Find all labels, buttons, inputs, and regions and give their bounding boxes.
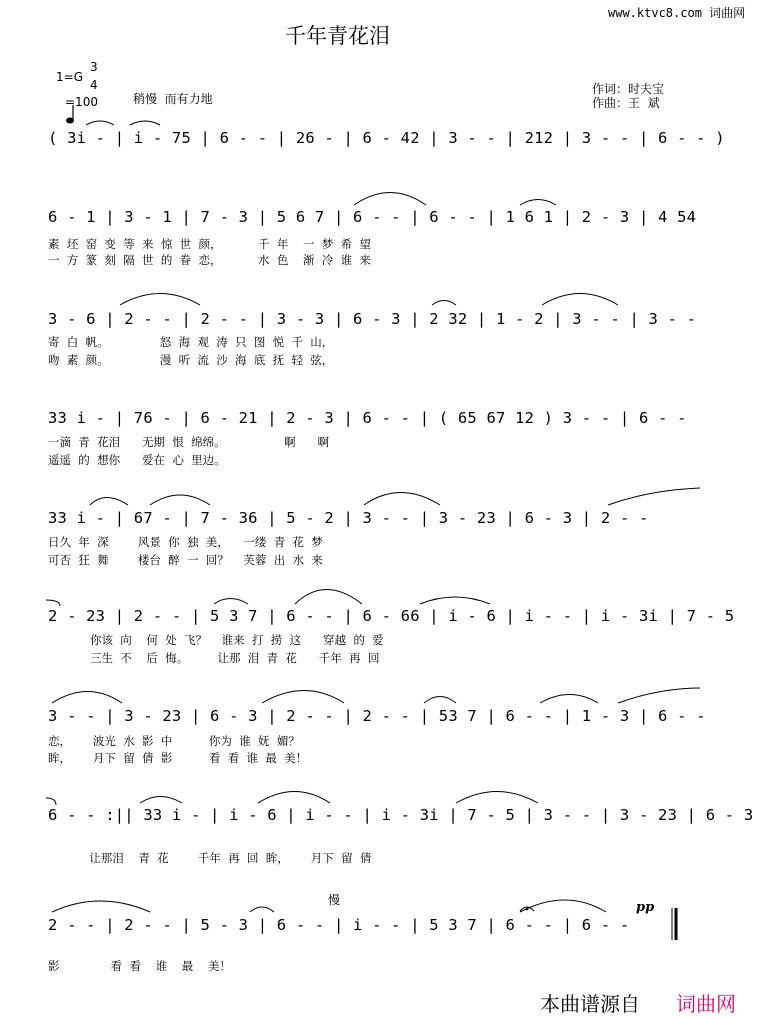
notation-line-5: 33 i - | 67 - | 7 - 36 | 5 - 2 | 3 - - | 3 - 23 | 6 - 3 | 2 - - xyxy=(48,509,649,527)
source-label: 本曲谱源自 xyxy=(540,992,640,1016)
notation-line-3: 3 - 6 | 2 - - | 2 - - | 3 - 3 | 6 - 3 | 2 32 | 1 - 2 | 3 - - | 3 - - xyxy=(48,310,697,328)
composer-credit: 作曲：王 斌 xyxy=(592,96,660,110)
key-signature: 1=G xyxy=(56,70,83,84)
lyrics-line-8: 让那泪 青 花 千年 再 回 眸， 月下 留 倩 xyxy=(60,851,372,865)
notation-line-8: 6 - - :|| 33 i - | i - 6 | i - - | i - 3i | 7 - 5 | 3 - - | 3 - 23 | 6 - 3 xyxy=(48,806,754,824)
tempo-marking: =100 xyxy=(65,95,98,109)
song-title: 千年青花泪 xyxy=(285,24,390,48)
site-watermark[interactable]: www.ktvc8.com 词曲网 xyxy=(608,6,746,20)
notation-line-6: 2 - 23 | 2 - - | 5 3 7 | 6 - - | 6 - 66 | i - 6 | i - - | i - 3i | 7 - 5 xyxy=(48,607,735,625)
source-site-link[interactable]: 词曲网 xyxy=(676,992,736,1016)
notation-line-1: ( 3i - | i - 75 | 6 - - | 26 - | 6 - 42 | 3 - - | 212 | 3 - - | 6 - - ) xyxy=(48,129,725,147)
lyrics-line-4-verse-1: 一滴 青 花泪 无期 恨 绵绵。 啊 啊 xyxy=(48,435,330,449)
lyrics-line-2-verse-2: 一 方 篆 刻 隔 世 的 眷 恋， 水 色 渐 冷 谁 来 xyxy=(48,253,371,267)
time-signature-bottom: 4 xyxy=(90,78,98,92)
notation-line-7: 3 - - | 3 - 23 | 6 - 3 | 2 - - | 2 - - | 53 7 | 6 - - | 1 - 3 | 6 - - xyxy=(48,707,706,725)
lyrics-line-3-verse-1: 寄 白 帆。 怒 海 观 涛 只 图 悦 千 山， xyxy=(48,335,334,349)
notation-line-9: 2 - - | 2 - - | 5 - 3 | 6 - - | i - - | 5 3 7 | 6 - - | 6 - - xyxy=(48,916,630,934)
expression-marking: 稍慢 而有力地 xyxy=(133,92,213,106)
lyrics-line-7-verse-2: 眸， 月下 留 倩 影 看 看 谁 最 美！ xyxy=(48,751,308,765)
dynamics-marking: pp xyxy=(636,900,655,915)
notation-line-4: 33 i - | 76 - | 6 - 21 | 2 - 3 | 6 - - | ( 65 67 12 ) 3 - - | 6 - - xyxy=(48,409,687,427)
notation-line-2: 6 - 1 | 3 - 1 | 7 - 3 | 5 6 7 | 6 - - | 6 - - | 1 6 1 | 2 - 3 | 4 54 xyxy=(48,208,697,226)
ritardando-mark: 慢 xyxy=(328,893,341,907)
time-signature-top: 3 xyxy=(90,60,98,74)
lyrics-line-5-verse-2: 可否 狂 舞 楼台 醉 一 回？ 芙蓉 出 水 来 xyxy=(48,553,323,567)
lyrics-line-2-verse-1: 素 坯 窑 变 等 来 惊 世 颜， 千 年 一 梦 希 望 xyxy=(48,237,371,251)
lyricist-credit: 作词：时夫宝 xyxy=(592,82,665,96)
lyrics-line-7-verse-1: 恋， 波光 水 影 中 你为 谁 妩 媚？ xyxy=(48,734,300,748)
lyrics-line-3-verse-2: 吻 素 颜。 漫 听 流 沙 海 底 抚 轻 弦， xyxy=(48,353,334,367)
lyrics-line-6-verse-1: 你该 向 何 处 飞？ 谁来 打 捞 这 穿越 的 爱 xyxy=(90,633,384,647)
lyrics-line-5-verse-1: 日久 年 深 风景 你 独 美， 一缕 青 花 梦 xyxy=(48,535,323,549)
lyrics-line-4-verse-2: 遥遥 的 想你 爱在 心 里边。 xyxy=(48,453,226,467)
lyrics-line-9: 影 看 看 谁 最 美！ xyxy=(48,959,231,973)
lyrics-line-6-verse-2: 三生 不 后 悔。 让那 泪 青 花 千年 再 回 xyxy=(90,651,380,665)
